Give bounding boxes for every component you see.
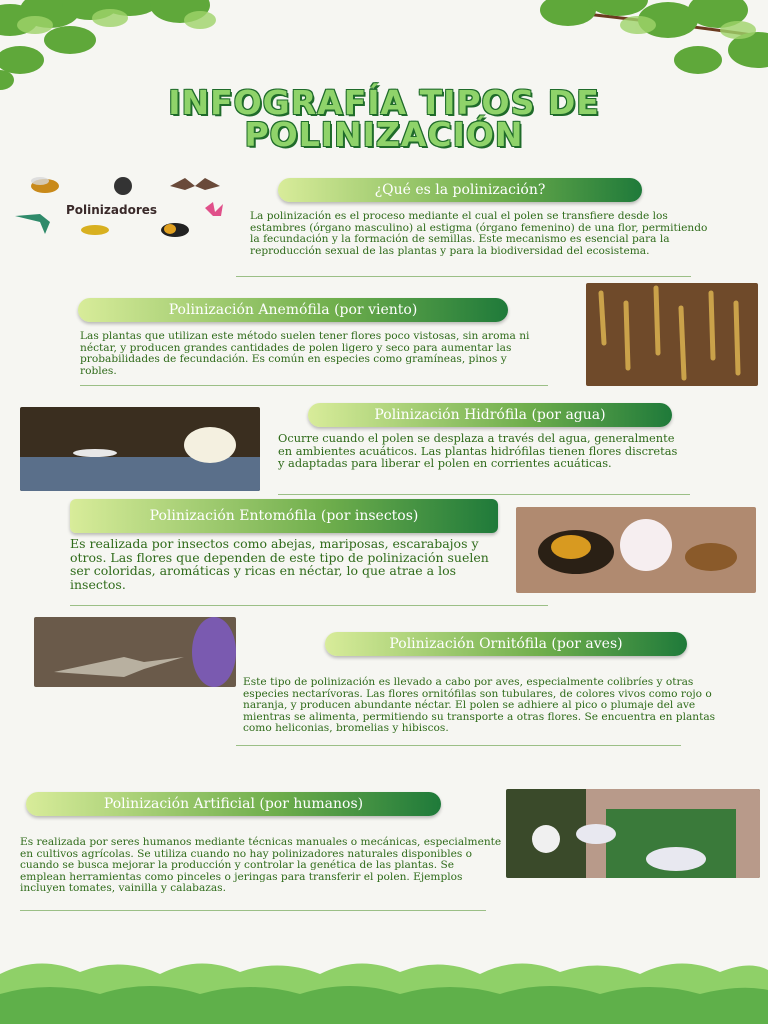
heading-anemofila: Polinización Anemófila (por viento) [78, 298, 508, 322]
page-title-line-2: POLINIZACIÓN [244, 115, 524, 154]
catkins-photo [586, 283, 758, 386]
text-ornitofila: Este tipo de polinización es llevado a cabo por aves, especialmente colibríes y otras especies nectarívoras. Las flores ornitófilas son tubulares, de colores vivos como rojo o naranja, y producen abundante néctar. El polen se adhiere al pico o plumaje del ave mientras se alimenta, permitiendo su transporte a otras flores. Se encuentra en plantas como heliconias, bromelias y hibiscos. [243, 676, 716, 734]
text-hidrofila: Ocurre cuando el polen se desplaza a través del agua, generalmente en ambientes acuáticos. Las plantas hidrófilas tienen flores discretas y adaptadas para liberar el polen en corrientes acuáticas. [278, 431, 678, 470]
butterfly-icon [205, 202, 223, 216]
heading-entomofila: Polinización Entomófila (por insectos) [70, 499, 498, 533]
text-anemofila: Las plantas que utilizan este método suelen tener flores poco vistosas, sin aroma ni néctar, y producen grandes cantidades de polen ligero y seco para aumentar las probabilidades de fecundación. Es común en especies como gramíneas, pinos y robles. [80, 330, 530, 377]
hummingbird-photo [34, 617, 236, 687]
heading-que-es: ¿Qué es la polinización? [278, 178, 642, 202]
hummingbird-icon [15, 214, 50, 234]
divider [80, 385, 548, 386]
divider [236, 745, 681, 746]
heading-artificial: Polinización Artificial (por humanos) [26, 792, 441, 816]
leaves-decoration-top-right [528, 0, 768, 80]
bee-flower-photo [516, 507, 756, 593]
divider [278, 494, 690, 495]
bat-icon [170, 178, 220, 190]
leaves-decoration-top-left [0, 0, 240, 90]
text-entomofila: Es realizada por insectos como abejas, mariposas, escarabajos y otros. Las flores que dependen de este tipo de polinización suelen ser coloridas, aromáticas y ricas en néctar, lo que atrae a los insectos. [70, 536, 489, 592]
artificial-pollination-photo [506, 789, 760, 878]
pollinators-label: Polinizadores [66, 203, 158, 217]
wasp-icon [81, 225, 109, 235]
water-flower-photo [20, 407, 260, 491]
divider [70, 605, 548, 606]
heading-ornitofila: Polinización Ornitófila (por aves) [325, 632, 687, 656]
page-title-line-1: INFOGRAFÍA TIPOS DE [168, 83, 600, 122]
divider [236, 276, 691, 277]
text-que-es: La polinización es el proceso mediante el cual el polen se transfiere desde los estambres (órgano masculino) al estigma (órgano femenino) de una flor, permitiendo la fecundación y la formación de semillas. Este mecanismo es esencial para la reproducción sexual de las plantas y para la biodiversidad del ecosistema. [250, 210, 708, 257]
beetle-icon [114, 177, 132, 195]
bee-icon [31, 177, 59, 193]
text-artificial: Es realizada por seres humanos mediante técnicas manuales o mecánicas, especialmente en cultivos agrícolas. Se utiliza cuando no hay polinizadores naturales disponibles o cuando se busca mejorar la producción y controlar la genética de las plantas. Se emplean herramientas como pinceles o jeringas para transferir el polen. Ejemplos incluyen tomates, vainilla y calabazas. [20, 836, 502, 894]
bumblebee-icon [161, 223, 189, 237]
grass-decoration-bottom [0, 954, 768, 1024]
heading-hidrofila: Polinización Hidrófila (por agua) [308, 403, 672, 427]
divider [20, 910, 486, 911]
